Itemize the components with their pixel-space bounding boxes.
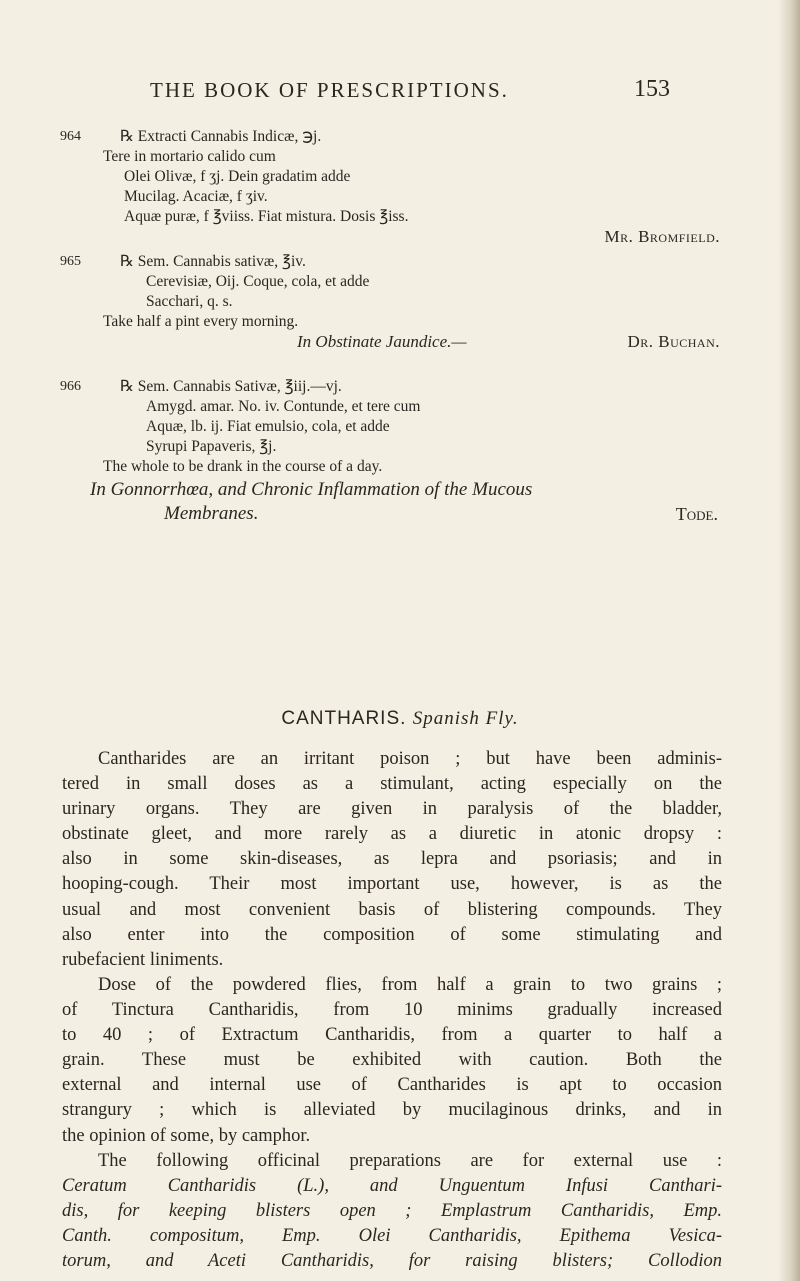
condition-label: In Obstinate Jaundice.—: [297, 332, 467, 351]
prescription-line: Aquæ puræ, f ℥viiss. Fiat mistura. Dosis ℥iss.: [124, 208, 409, 225]
text-line: to 40 ; of Extractum Cantharidis, from a quarter to half a: [62, 1025, 722, 1046]
text-line: also in some skin-diseases, as lepra and psoriasis; and in: [62, 849, 722, 870]
prescription-964: [60, 127, 720, 246]
text-line: hooping-cough. Their most important use, however, is as the: [62, 874, 722, 895]
prescription-966: [60, 377, 720, 477]
text-line: Canth. compositum, Emp. Olei Cantharidis, Epithema Vesica-: [62, 1226, 722, 1247]
text-line: of Tinctura Cantharidis, from 10 minims gradually increased: [62, 1000, 722, 1021]
prescription-number: 964: [60, 129, 81, 144]
indication-attribution: Tode.: [675, 504, 718, 524]
prescription-line: Aquæ, lb. ij. Fiat emulsio, cola, et adde: [146, 418, 390, 435]
prescription-line: Take half a pint every morning.: [103, 313, 299, 330]
prescription-line: Sacchari, q. s.: [146, 293, 233, 310]
text-line: grain. These must be exhibited with caution. Both the: [62, 1050, 722, 1071]
text-line: usual and most convenient basis of blistering compounds. They: [62, 899, 722, 920]
paragraph-1: [62, 747, 722, 973]
text-line: dis, for keeping blisters open ; Emplastrum Cantharidis, Emp.: [62, 1201, 722, 1222]
text-line: Cantharides are an irritant poison ; but have been adminis-: [98, 749, 722, 769]
prescription-number: 966: [60, 379, 81, 394]
prescription-line: Syrupi Papaveris, ℥j.: [146, 438, 277, 455]
text-line: The following officinal preparations are for external use :: [98, 1151, 722, 1171]
text-line: torum, and Aceti Cantharidis, for raising blisters; Collodion: [62, 1251, 722, 1272]
prescription-number: 965: [60, 254, 81, 269]
prescription-line: Tere in mortario calido cum: [103, 148, 276, 165]
prescription-line: Mucilag. Acaciæ, f ʒiv.: [124, 188, 268, 205]
text-line: the opinion of some, by camphor.: [62, 1125, 311, 1146]
indication: [90, 478, 722, 526]
text-line: urinary organs. They are given in paralysis of the bladder,: [62, 799, 722, 820]
prescription-965: [60, 252, 720, 372]
text-line: tered in small doses as a stimulant, acting especially on the: [62, 774, 722, 795]
text-line: Dose of the powdered flies, from half a grain to two grains ;: [98, 975, 722, 995]
prescription-line: ℞ Extracti Cannabis Indicæ, ℈j.: [120, 128, 322, 145]
text-line: Ceratum Cantharidis (L.), and Unguentum Infusi Canthari-: [62, 1176, 722, 1197]
section-heading: [0, 708, 800, 730]
running-title: THE BOOK OF PRESCRIPTIONS.: [150, 78, 509, 102]
prescription-attribution: Mr. Bromfield.: [604, 227, 720, 246]
prescription-line: Olei Olivæ, f ʒj. Dein gradatim adde: [124, 168, 351, 185]
page-header: [150, 78, 670, 108]
indication-line: In Gonnorrhœa, and Chronic Inflammation of the Mucous: [90, 479, 533, 500]
page-edge-shadow: [778, 0, 800, 1281]
text-line: obstinate gleet, and more rarely as a diuretic in atonic dropsy :: [62, 824, 722, 845]
prescription-line: ℞ Sem. Cannabis Sativæ, ℥iij.—vj.: [120, 378, 342, 395]
page-number: 153: [634, 76, 670, 102]
paragraph-3: [62, 1149, 722, 1274]
indication-line: Membranes.: [164, 503, 259, 524]
paragraph-2: [62, 973, 722, 1149]
prescription-line: Cerevisiæ, Oij. Coque, cola, et adde: [146, 273, 370, 290]
text-line: also enter into the composition of some stimulating and: [62, 924, 722, 945]
section-title: CANTHARIS.: [281, 708, 407, 729]
section-subtitle: Spanish Fly.: [412, 708, 519, 729]
prescription-line: The whole to be drank in the course of a day.: [103, 458, 383, 475]
text-line: external and internal use of Cantharides is apt to occasion: [62, 1075, 722, 1096]
text-line: strangury ; which is alleviated by mucilaginous drinks, and in: [62, 1100, 722, 1121]
text-line: rubefacient liniments.: [62, 949, 224, 970]
prescription-attribution: Dr. Buchan.: [627, 332, 720, 351]
prescription-line: Amygd. amar. No. iv. Contunde, et tere cum: [146, 398, 421, 415]
prescription-line: ℞ Sem. Cannabis sativæ, ℥iv.: [120, 253, 306, 270]
